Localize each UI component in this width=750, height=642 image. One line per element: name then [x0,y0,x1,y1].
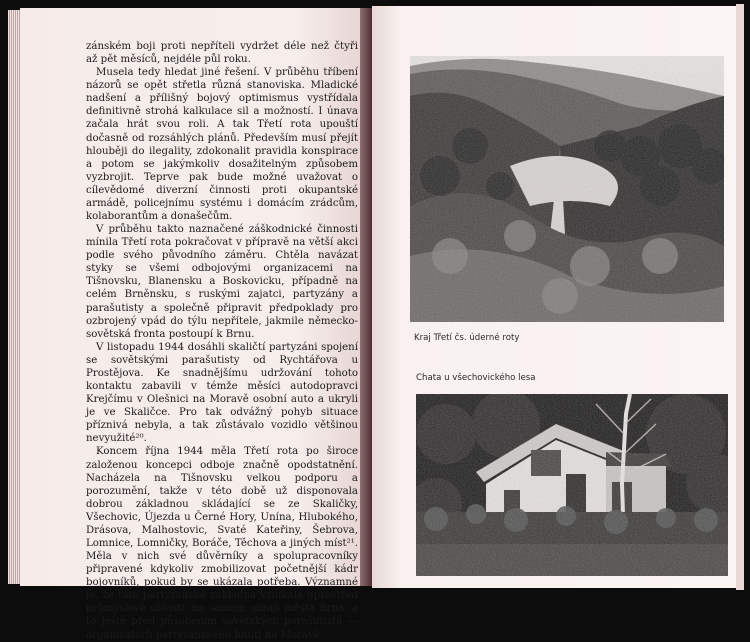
photo-caption-top: Kraj Třetí čs. úderné roty [414,333,520,343]
left-page-body-text [86,40,358,642]
paragraph: zánském boji proti nepříteli vydržet déle než čtyři až pět měsíců, nejdéle půl roku. [86,41,358,66]
cabin-photo [416,394,728,576]
paragraph: V listopadu 1944 dosáhli skaličtí partyzáni spojení se sovětskými parašutisty od Rychtářova u Prostějova. Ke snadnějšímu udržování tohoto kontaktu zabavili v témže měsíci autodopravci Krejčímu v Olešnici na Moravě osobní auto a ukryli je ve Skaličce. Pro tak odvážný pohyb situace příznivá nebyla, a tak zůstávalo vozidlo většinou nevyužité²⁰. [86,341,358,445]
paragraph: Koncem října 1944 měla Třetí rota po široce založenou koncepci odboje značně opodstatnění. Nacházela na Tišnovsku velkou podporu a porozumění, takže v této době už disponovala dobrou základnou skládající se ze Skaličky, Všechovic, Újezda u Černé Hory, Unína, Hlubokého, Drásova, Malhostovic, Svaté Kateřiny, Šebrova, Lomnice, Lomničky, Boráče, Těchova a jiných míst²¹. Měla v nich své důvěrníky a spolupracovníky připravené kdykoliv zmobilizovat početnější kádr bojovníků, pokud by se ukázala potřeba. Významné je, že tato partyzánská základna vznikala uprostřed průmyslové oblasti, na samém okraji města Brna, a to ještě před působením sovětských parašutistů — organizátorů partyzánského hnutí na Moravě. [86,446,358,641]
photo-caption-bottom: Chata u všechovického lesa [416,373,536,383]
paragraph: Musela tedy hledat jiné řešení. V průběhu tříbení názorů se opět střetla různá stanoviska. Mladické nadšení a přílišný bojový optimismus vystřídala definitivně strohá kalkulace sil a možností. I únava začala hrát svou roli. A tak Třetí rota upouští dočasně od rozsáhlých plánů. Především musí přejít hlouběji do ilegality, zdokonalit pravidla konspirace a potom se jakýmkoliv dosažitelným způsobem vyzbrojit. Teprve pak bude možné uvažovat o cílevědomé diverzní činnosti proti okupantské armádě, policejnímu systému i domácím zrádcům, kolaborantům a donašečům. [86,67,358,223]
landscape-photo [410,56,724,322]
cover-edge [736,4,744,590]
paragraph: V průběhu takto naznačené záškodnické činnosti mínila Třetí rota pokračovat v přípravě na větší akci podle svého původního záměru. Chtěla navázat styky se všemi odbojovými organizacemi na Tišnovsku, Blanensku a Boskovicku, případně na celém Brněnsku, s ruskými zajatci, partyzány a parašutisty a společně připravit předpoklady pro ozbrojený vpád do týlu nepřítele, jakmile německo-sovětská fronta postoupí k Brnu. [86,224,358,340]
